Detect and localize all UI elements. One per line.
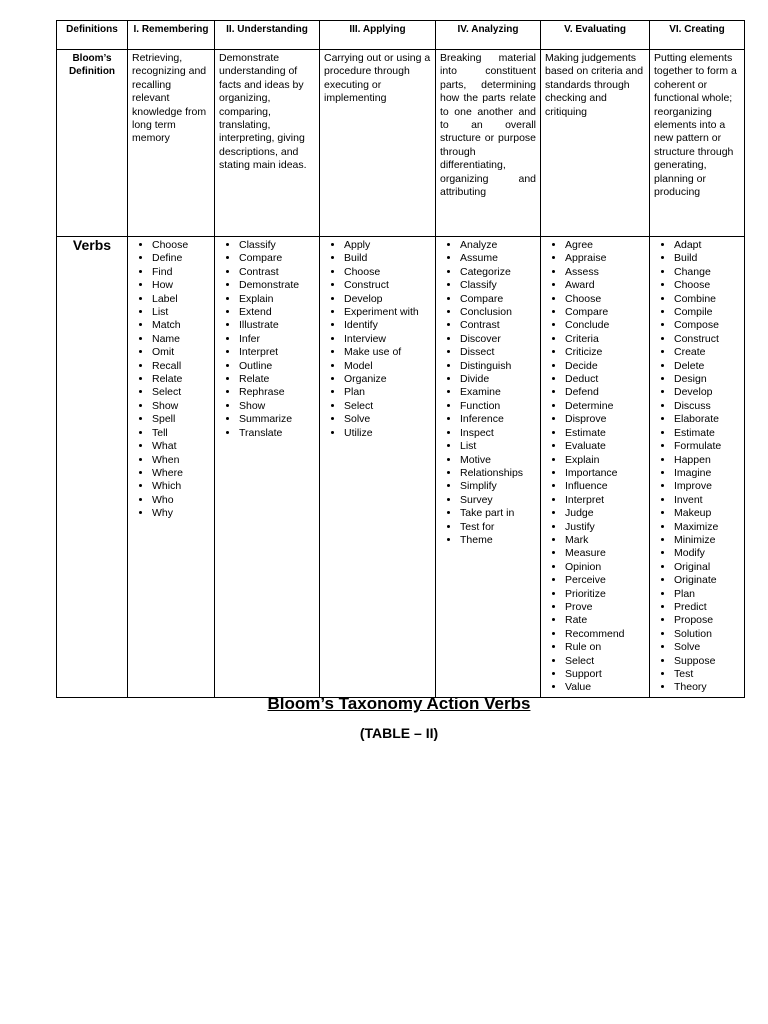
- verb-list-item: • Plan: [344, 386, 431, 399]
- verb-list-item: • Estimate: [674, 427, 740, 440]
- verb-list-item: • Compare: [460, 293, 536, 306]
- verb-list-item: • Compare: [239, 252, 315, 265]
- verb-list: [219, 239, 315, 440]
- verb-list-item: • Show: [152, 400, 210, 413]
- verb-list-item: • Examine: [460, 386, 536, 399]
- header-creating: VI. Creating: [650, 21, 745, 50]
- verb-list-item: • Interpret: [239, 346, 315, 359]
- verb-list-item: • Rule on: [565, 641, 645, 654]
- definition-row: [57, 50, 745, 237]
- verb-list-item: • Combine: [674, 293, 740, 306]
- verb-list-item: • Assume: [460, 252, 536, 265]
- verb-list-item: • Adapt: [674, 239, 740, 252]
- verb-list-item: • Happen: [674, 454, 740, 467]
- verb-list-item: • Function: [460, 400, 536, 413]
- verb-list-item: • Mark: [565, 534, 645, 547]
- verb-list-item: • Choose: [674, 279, 740, 292]
- verb-list-item: • Outline: [239, 360, 315, 373]
- verb-list-item: • Translate: [239, 427, 315, 440]
- definition-evaluating: Making judgements based on criteria and standards through checking and critiquing: [541, 50, 650, 237]
- verb-list-item: • Maximize: [674, 521, 740, 534]
- verb-list-item: • Where: [152, 467, 210, 480]
- header-applying: III. Applying: [320, 21, 436, 50]
- verb-list-item: • Demonstrate: [239, 279, 315, 292]
- verb-list-item: • Infer: [239, 333, 315, 346]
- verb-list-item: • Disprove: [565, 413, 645, 426]
- verb-list-item: • Award: [565, 279, 645, 292]
- verb-list-item: • Predict: [674, 601, 740, 614]
- verb-list-item: • Construct: [344, 279, 431, 292]
- verbs-creating: [650, 237, 745, 698]
- verb-list-item: • Survey: [460, 494, 536, 507]
- verb-list-item: • Deduct: [565, 373, 645, 386]
- verb-list-item: • Modify: [674, 547, 740, 560]
- verb-list-item: • Inference: [460, 413, 536, 426]
- verb-list-item: • Spell: [152, 413, 210, 426]
- verb-list-item: • Illustrate: [239, 319, 315, 332]
- verb-list-item: • Change: [674, 266, 740, 279]
- verbs-row-label: Verbs: [57, 237, 128, 698]
- verb-list-item: • List: [460, 440, 536, 453]
- verb-list-item: • Contrast: [460, 319, 536, 332]
- verb-list-item: • Solve: [344, 413, 431, 426]
- verb-list-item: • Test: [674, 668, 740, 681]
- verb-list-item: • Analyze: [460, 239, 536, 252]
- definition-remembering: Retrieving, recognizing and recalling relevant knowledge from long term memory: [128, 50, 215, 237]
- verb-list-item: • Solve: [674, 641, 740, 654]
- verb-list-item: • Compare: [565, 306, 645, 319]
- definition-label-line2: Definition: [68, 66, 116, 77]
- verb-list-item: • Design: [674, 373, 740, 386]
- verb-list-item: • Criticize: [565, 346, 645, 359]
- verb-list-item: • Recommend: [565, 628, 645, 641]
- verb-list-item: • Experiment with: [344, 306, 431, 319]
- blooms-taxonomy-table: [56, 20, 745, 698]
- verb-list-item: • Categorize: [460, 266, 536, 279]
- verb-list-item: • Test for: [460, 521, 536, 534]
- verb-list-item: • Propose: [674, 614, 740, 627]
- verbs-remembering: [128, 237, 215, 698]
- verb-list: [545, 239, 645, 695]
- verb-list-item: • Utilize: [344, 427, 431, 440]
- verb-list-item: • Determine: [565, 400, 645, 413]
- verb-list-item: • Construct: [674, 333, 740, 346]
- verb-list-item: • Classify: [239, 239, 315, 252]
- verb-list-item: • Omit: [152, 346, 210, 359]
- verbs-analyzing: [436, 237, 541, 698]
- verb-list-item: • Apply: [344, 239, 431, 252]
- definition-analyzing: Breaking material into constituent parts, determining how the parts relate to one another and to an overall structure or purpose through differentiating, organizing and attributing: [436, 50, 541, 237]
- verb-list-item: • Rate: [565, 614, 645, 627]
- verb-list-item: • Create: [674, 346, 740, 359]
- verb-list-item: • Minimize: [674, 534, 740, 547]
- verb-list-item: • Summarize: [239, 413, 315, 426]
- verb-list-item: • Solution: [674, 628, 740, 641]
- verb-list-item: • Discuss: [674, 400, 740, 413]
- verb-list-item: • Elaborate: [674, 413, 740, 426]
- verb-list-item: • Formulate: [674, 440, 740, 453]
- verb-list-item: • Opinion: [565, 561, 645, 574]
- header-analyzing: IV. Analyzing: [436, 21, 541, 50]
- definition-creating: Putting elements together to form a coherent or functional whole; reorganizing elements into a new pattern or structure through generating, planning or producing: [650, 50, 745, 237]
- verb-list-item: • Relate: [152, 373, 210, 386]
- verb-list-item: • Judge: [565, 507, 645, 520]
- verb-list-item: • Suppose: [674, 655, 740, 668]
- verb-list-item: • Take part in: [460, 507, 536, 520]
- verb-list-item: • Which: [152, 480, 210, 493]
- verb-list-item: • Choose: [565, 293, 645, 306]
- verb-list-item: • Model: [344, 360, 431, 373]
- verb-list-item: • How: [152, 279, 210, 292]
- verb-list-item: • Influence: [565, 480, 645, 493]
- verb-list-item: • Divide: [460, 373, 536, 386]
- verb-list-item: • Why: [152, 507, 210, 520]
- verb-list-item: • Develop: [344, 293, 431, 306]
- table-subtitle: (TABLE – II): [359, 725, 439, 741]
- verb-list-item: • Defend: [565, 386, 645, 399]
- verb-list-item: • Theme: [460, 534, 536, 547]
- verb-list-item: • Select: [344, 400, 431, 413]
- verb-list-item: • Measure: [565, 547, 645, 560]
- verb-list-item: • Rephrase: [239, 386, 315, 399]
- verb-list-item: • Discover: [460, 333, 536, 346]
- verb-list-item: • Improve: [674, 480, 740, 493]
- verbs-evaluating: [541, 237, 650, 698]
- verb-list: [440, 239, 536, 547]
- definition-label-line1: Bloom’s: [72, 53, 112, 64]
- header-row: [57, 21, 745, 50]
- verb-list-item: • Dissect: [460, 346, 536, 359]
- verb-list-item: • Select: [565, 655, 645, 668]
- verb-list-item: • Conclusion: [460, 306, 536, 319]
- verb-list-item: • Criteria: [565, 333, 645, 346]
- verb-list-item: • Motive: [460, 454, 536, 467]
- verbs-understanding: [215, 237, 320, 698]
- verb-list-item: • Explain: [239, 293, 315, 306]
- verb-list-item: • Decide: [565, 360, 645, 373]
- verb-list-item: • Build: [344, 252, 431, 265]
- verb-list-item: • Delete: [674, 360, 740, 373]
- verb-list-item: • Invent: [674, 494, 740, 507]
- verb-list-item: • Label: [152, 293, 210, 306]
- verb-list-item: • Prove: [565, 601, 645, 614]
- verb-list-item: • Recall: [152, 360, 210, 373]
- verb-list-item: • Relate: [239, 373, 315, 386]
- verb-list-item: • Makeup: [674, 507, 740, 520]
- verb-list-item: • When: [152, 454, 210, 467]
- verb-list-item: • Find: [152, 266, 210, 279]
- verb-list-item: • Value: [565, 681, 645, 694]
- verb-list-item: • Simplify: [460, 480, 536, 493]
- verb-list-item: • Assess: [565, 266, 645, 279]
- verb-list-item: • Theory: [674, 681, 740, 694]
- verb-list: [132, 239, 210, 521]
- verb-list-item: • Prioritize: [565, 588, 645, 601]
- header-evaluating: V. Evaluating: [541, 21, 650, 50]
- verb-list-item: • Interview: [344, 333, 431, 346]
- verb-list: [654, 239, 740, 695]
- verbs-row: [57, 237, 745, 698]
- verb-list-item: • Match: [152, 319, 210, 332]
- verb-list-item: • List: [152, 306, 210, 319]
- verb-list-item: • Develop: [674, 386, 740, 399]
- verb-list-item: • Evaluate: [565, 440, 645, 453]
- verb-list-item: • Agree: [565, 239, 645, 252]
- header-understanding: II. Understanding: [215, 21, 320, 50]
- verb-list-item: • Make use of: [344, 346, 431, 359]
- verb-list-item: • Who: [152, 494, 210, 507]
- verb-list: [324, 239, 431, 440]
- definition-row-label: [57, 50, 128, 237]
- verb-list-item: • Extend: [239, 306, 315, 319]
- verb-list-item: • Conclude: [565, 319, 645, 332]
- verb-list-item: • Support: [565, 668, 645, 681]
- verb-list-item: • Original: [674, 561, 740, 574]
- verb-list-item: • Choose: [152, 239, 210, 252]
- verb-list-item: • Relationships: [460, 467, 536, 480]
- definition-understanding: Demonstrate understanding of facts and ideas by organizing, comparing, translating, interpreting, giving descriptions, and stating main ideas.: [215, 50, 320, 237]
- header-definitions: Definitions: [57, 21, 128, 50]
- verb-list-item: • Compose: [674, 319, 740, 332]
- verb-list-item: • Appraise: [565, 252, 645, 265]
- verb-list-item: • Choose: [344, 266, 431, 279]
- verb-list-item: • Plan: [674, 588, 740, 601]
- verb-list-item: • Tell: [152, 427, 210, 440]
- verb-list-item: • Classify: [460, 279, 536, 292]
- verb-list-item: • Show: [239, 400, 315, 413]
- table-title: Bloom’s Taxonomy Action Verbs: [267, 694, 531, 713]
- verb-list-item: • Interpret: [565, 494, 645, 507]
- verb-list-item: • Perceive: [565, 574, 645, 587]
- verb-list-item: • Contrast: [239, 266, 315, 279]
- verb-list-item: • Define: [152, 252, 210, 265]
- verb-list-item: • Justify: [565, 521, 645, 534]
- verb-list-item: • Select: [152, 386, 210, 399]
- header-remembering: I. Remembering: [128, 21, 215, 50]
- verbs-applying: [320, 237, 436, 698]
- verb-list-item: • Organize: [344, 373, 431, 386]
- verb-list-item: • Imagine: [674, 467, 740, 480]
- verb-list-item: • Explain: [565, 454, 645, 467]
- verb-list-item: • Build: [674, 252, 740, 265]
- verb-list-item: • Inspect: [460, 427, 536, 440]
- definition-applying: Carrying out or using a procedure through executing or implementing: [320, 50, 436, 237]
- verb-list-item: • Originate: [674, 574, 740, 587]
- verb-list-item: • Importance: [565, 467, 645, 480]
- verb-list-item: • Distinguish: [460, 360, 536, 373]
- verb-list-item: • Estimate: [565, 427, 645, 440]
- verb-list-item: • What: [152, 440, 210, 453]
- verb-list-item: • Compile: [674, 306, 740, 319]
- verb-list-item: • Identify: [344, 319, 431, 332]
- verb-list-item: • Name: [152, 333, 210, 346]
